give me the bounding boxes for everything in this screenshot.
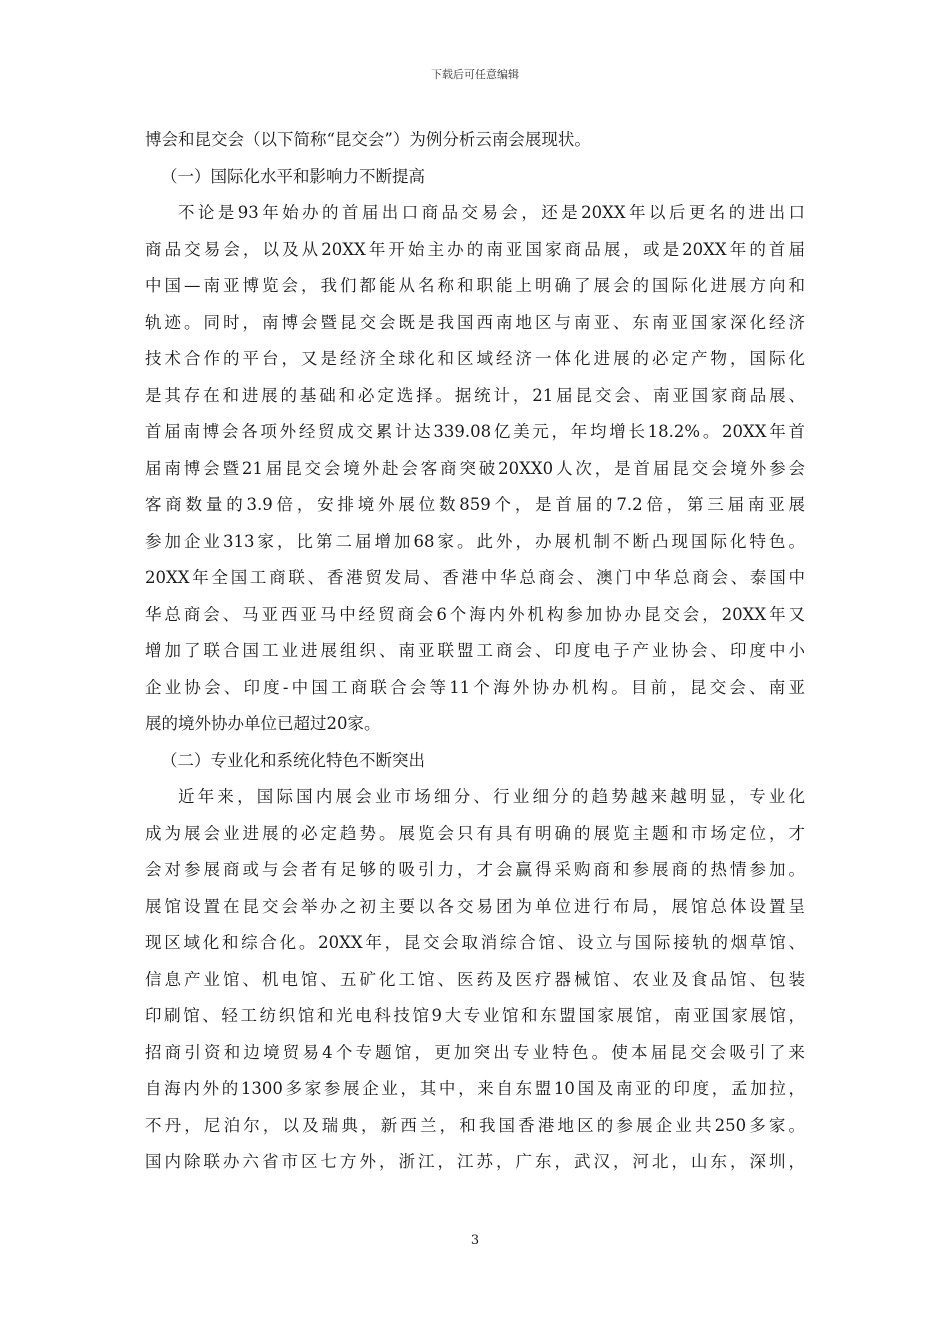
text-line: 是其存在和进展的基础和必定选择。据统计，21届昆交会、南亚国家商品展、 [145,385,805,405]
text-line: 中国—南亚博览会，我们都能从名称和职能上明确了展会的国际化进展方向和 [145,276,805,295]
text-line: 20XX年全国工商联、香港贸发局、香港中华总商会、澳门中华总商会、泰国中 [145,568,805,587]
text-line: 轨迹。同时，南博会暨昆交会既是我国西南地区与南亚、东南亚国家深化经济 [145,312,805,332]
page-header: 下载后可任意编辑 [431,68,519,81]
text-line: 展的境外协办单位已超过20家。 [145,714,381,733]
text-line: 企业协会、印度-中国工商联合会等11个海外协办机构。目前，昆交会、南亚 [145,677,805,697]
section-heading: （二）专业化和系统化特色不断突出 [161,750,425,770]
text-line: 华总商会、马亚西亚马中经贸商会6个海内外机构参加协办昆交会，20XX年又 [145,604,805,624]
text-line: 成为展会业进展的必定趋势。展览会只有具有明确的展览主题和市场定位，才 [145,823,805,843]
text-line: 信息产业馆、机电馆、五矿化工馆、医药及医疗器械馆、农业及食品馆、包装 [145,969,805,989]
text-line: 近年来，国际国内展会业市场细分、行业细分的趋势越来越明显，专业化 [178,787,805,806]
text-line: 自海内外的1300多家参展企业，其中，来自东盟10国及南亚的印度，孟加拉， [145,1079,805,1098]
text-line: 现区域化和综合化。20XX年，昆交会取消综合馆、设立与国际接轨的烟草馆、 [145,933,805,952]
text-line: 增加了联合国工业进展组织、南亚联盟工商会、印度电子产业协会、印度中小 [145,641,805,660]
section-heading: （一）国际化水平和影响力不断提高 [161,166,425,186]
text-line: 招商引资和边境贸易4个专题馆，更加突出专业特色。使本届昆交会吸引了来 [145,1042,805,1062]
text-line: 不论是93年始办的首届出口商品交易会，还是20XX年以后更名的进出口 [178,203,805,222]
text-line: 不丹，尼泊尔，以及瑞典，新西兰，和我国香港地区的参展企业共250多家。 [145,1115,805,1135]
document-body [145,122,805,1181]
text-line: 商品交易会，以及从20XX年开始主办的南亚国家商品展，或是20XX年的首届 [145,239,805,259]
text-line: 届南博会暨21届昆交会境外赴会客商突破20XX0人次，是首届昆交会境外参会 [145,458,805,478]
text-line: 会对参展商或与会者有足够的吸引力，才会赢得采购商和参展商的热情参加。 [145,860,805,879]
page-number: 3 [470,1233,480,1248]
text-line: 博会和昆交会（以下简称“昆交会”）为例分析云南会展现状。 [145,130,591,149]
text-line: 印刷馆、轻工纺织馆和光电科技馆9大专业馆和东盟国家展馆，南亚国家展馆， [145,1006,805,1025]
text-line: 技术合作的平台，又是经济全球化和区域经济一体化进展的必定产物，国际化 [145,349,805,368]
text-line: 展馆设置在昆交会举办之初主要以各交易团为单位进行布局，展馆总体设置呈 [145,896,805,916]
text-line: 首届南博会各项外经贸成交累计达339.08亿美元，年均增长18.2%。20XX年首 [145,422,805,441]
text-line: 国内除联办六省市区七方外，浙江，江苏，广东，武汉，河北，山东，深圳， [145,1152,805,1171]
text-line: 参加企业313家，比第二届增加68家。此外，办展机制不断凸现国际化特色。 [145,531,805,551]
text-line: 客商数量的3.9倍，安排境外展位数859个，是首届的7.2倍，第三届南亚展 [145,495,805,514]
